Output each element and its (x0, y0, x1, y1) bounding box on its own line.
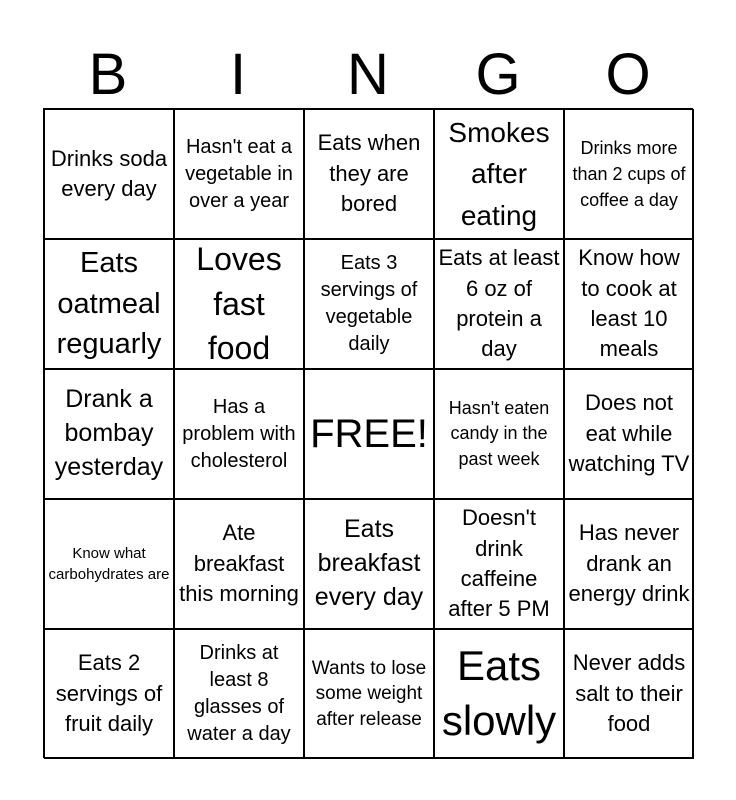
header-letter-b: B (88, 42, 128, 107)
header-letter-i: I (229, 42, 247, 107)
cell-text: Doesn't drink caffeine after 5 PM (448, 505, 550, 622)
cell-text: Wants to lose some weight after release (311, 657, 427, 730)
cell-text: Hasn't eaten candy in the past week (448, 398, 550, 469)
cell-text: Eats oatmeal reguarly (56, 247, 162, 361)
cell-text: Does not eat while watching TV (568, 390, 690, 477)
cell-text: Hasn't eat a vegetable in over a year (185, 135, 293, 212)
cell-text: Smokes after eating (448, 116, 550, 231)
bingo-cell[interactable] (174, 499, 304, 629)
cell-text: Has never drank an energy drink (568, 520, 690, 607)
cell-text: Drank a bombay yesterday (54, 385, 164, 481)
cell-text: Eats at least 6 oz of protein a day (438, 245, 560, 362)
bingo-cell[interactable] (304, 109, 434, 239)
bingo-cell[interactable] (564, 239, 694, 369)
bingo-board (43, 108, 693, 758)
bingo-cell[interactable] (434, 499, 564, 629)
cell-text: Eats slowly (441, 642, 557, 744)
bingo-cell[interactable] (174, 109, 304, 239)
bingo-cell[interactable] (434, 239, 564, 369)
cell-text: Eats when they are bored (317, 130, 421, 217)
free-space-text: FREE! (310, 412, 428, 456)
free-space-cell[interactable] (304, 369, 434, 499)
cell-text: Eats breakfast every day (314, 515, 424, 611)
bingo-cell[interactable] (434, 109, 564, 239)
bingo-cell[interactable] (44, 369, 174, 499)
bingo-cell[interactable] (44, 629, 174, 759)
header-letter-n: N (347, 42, 389, 107)
bingo-cell[interactable] (564, 369, 694, 499)
cell-text: Has a problem with cholesterol (182, 395, 296, 472)
bingo-cell[interactable] (174, 369, 304, 499)
cell-text: Ate breakfast this morning (179, 520, 299, 607)
bingo-cell[interactable] (44, 239, 174, 369)
cell-text: Drinks at least 8 glasses of water a day (187, 642, 291, 745)
header-letter-g: G (475, 42, 521, 107)
cell-text: Know what carbohydrates are (48, 545, 170, 583)
cell-text: Never adds salt to their food (572, 650, 686, 737)
cell-text: Drinks more than 2 cups of coffee a day (572, 137, 686, 211)
bingo-cell[interactable] (434, 369, 564, 499)
bingo-cell[interactable] (304, 629, 434, 759)
cell-text: Eats 3 servings of vegetable daily (320, 252, 418, 355)
cell-text: Eats 2 servings of fruit daily (55, 650, 163, 737)
bingo-cell[interactable] (564, 499, 694, 629)
bingo-cell[interactable] (174, 239, 304, 369)
bingo-cell[interactable] (434, 629, 564, 759)
bingo-cell[interactable] (44, 109, 174, 239)
bingo-cell[interactable] (304, 499, 434, 629)
bingo-cell[interactable] (304, 239, 434, 369)
cell-text: Loves fast food (196, 240, 282, 367)
bingo-cell[interactable] (44, 499, 174, 629)
cell-text: Know how to cook at least 10 meals (578, 245, 680, 362)
cell-text: Drinks soda every day (50, 145, 168, 201)
bingo-header (43, 42, 693, 108)
header-letter-o: O (605, 42, 651, 107)
bingo-cell[interactable] (564, 629, 694, 759)
bingo-cell[interactable] (564, 109, 694, 239)
bingo-cell[interactable] (174, 629, 304, 759)
